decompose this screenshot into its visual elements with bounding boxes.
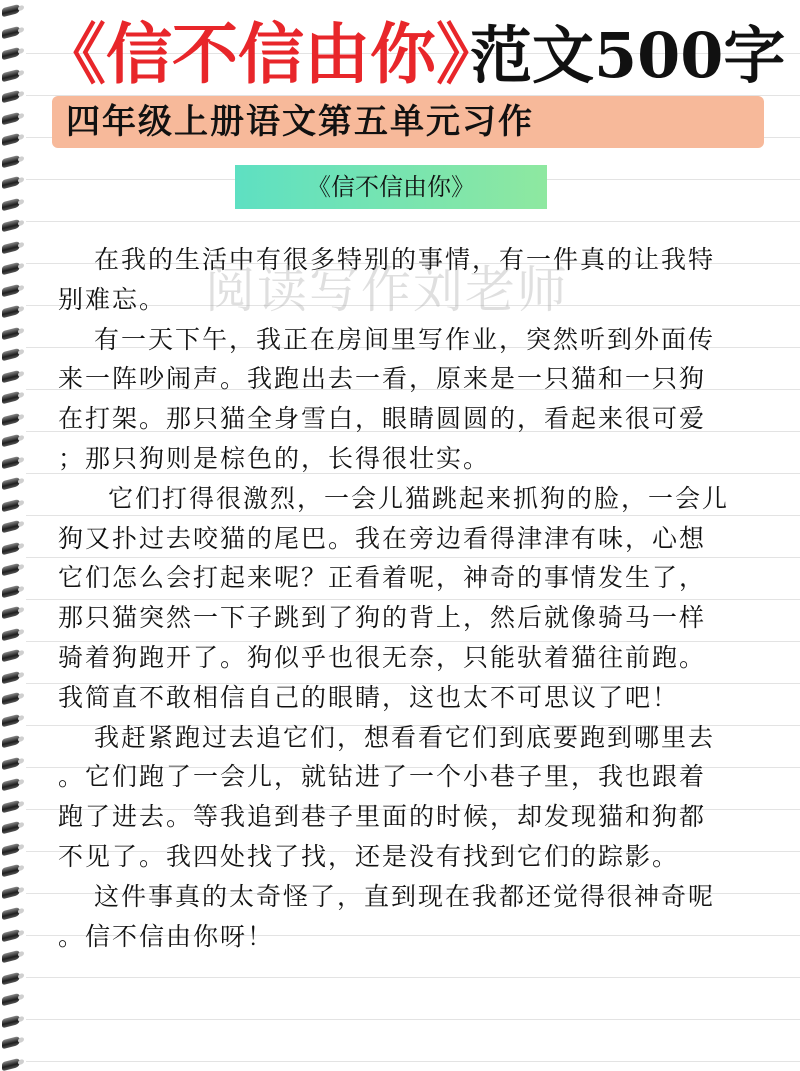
spiral-coil <box>2 993 20 1006</box>
main-title-suffix: 范文500字 <box>470 19 786 92</box>
spiral-coil <box>2 627 20 640</box>
spiral-coil <box>2 111 20 124</box>
spiral-coil <box>2 1014 20 1027</box>
spiral-coil <box>2 713 20 726</box>
spiral-coil <box>2 649 20 662</box>
essay-line: ；那只狗则是棕色的，长得很壮实。 <box>58 443 491 473</box>
essay-line: 别难忘。 <box>58 284 167 314</box>
essay-line: 它们打得很激烈，一会儿猫跳起来抓狗的脸，一会儿 <box>108 483 730 513</box>
essay-line: 狗又扑过去咬猫的尾巴。我在旁边看得津津有味，心想 <box>58 523 707 553</box>
spiral-coil <box>2 563 20 576</box>
essay-line: 这件事真的太奇怪了，直到现在我都还觉得很神奇呢 <box>94 881 716 911</box>
spiral-coil <box>2 584 20 597</box>
spiral-coil <box>2 735 20 748</box>
essay-title: 《信不信由你》 <box>307 173 475 201</box>
essay-line: 那只猫突然一下子跳到了狗的背上，然后就像骑马一样 <box>58 603 707 633</box>
spiral-coil <box>2 692 20 705</box>
spiral-coil <box>2 262 20 275</box>
spiral-coil <box>2 90 20 103</box>
spiral-coil <box>2 971 20 984</box>
spiral-coil <box>2 885 20 898</box>
essay-line: 我简直不敢相信自己的眼睛，这也太不可思议了吧！ <box>58 682 680 712</box>
spiral-coil <box>2 68 20 81</box>
essay-title-banner <box>235 165 547 209</box>
spiral-coil <box>2 498 20 511</box>
spiral-coil <box>2 864 20 877</box>
spiral-coil <box>2 477 20 490</box>
essay-line: 在打架。那只猫全身雪白，眼睛圆圆的，看起来很可爱 <box>58 404 707 434</box>
essay-line: 骑着狗跑开了。狗似乎也很无奈，只能驮着猫往前跑。 <box>58 642 707 672</box>
spiral-coil <box>2 670 20 683</box>
essay-line: 。信不信由你呀！ <box>58 921 275 951</box>
spiral-coil <box>2 412 20 425</box>
spiral-coil <box>2 133 20 146</box>
spiral-coil <box>2 950 20 963</box>
essay-line: 跑了进去。等我追到巷子里面的时候，却发现猫和狗都 <box>58 802 707 832</box>
spiral-coil <box>2 47 20 60</box>
spiral-coil <box>2 240 20 253</box>
essay-line: 不见了。我四处找了找，还是没有找到它们的踪影。 <box>58 841 680 871</box>
main-title: 《信不信由你》 <box>40 15 502 93</box>
spiral-coil <box>2 799 20 812</box>
spiral-coil <box>2 25 20 38</box>
spiral-coil <box>2 219 20 232</box>
watermark: 阅读写作刘老师 <box>205 261 569 319</box>
essay-line: 。它们跑了一会儿，就钻进了一个小巷子里，我也跟着 <box>58 762 707 792</box>
spiral-coil <box>2 369 20 382</box>
essay-line: 在我的生活中有很多特别的事情，有一件真的让我特 <box>94 245 716 274</box>
spiral-coil <box>2 305 20 318</box>
spiral-coil <box>2 326 20 339</box>
essay-body <box>58 240 778 956</box>
spiral-coil <box>2 821 20 834</box>
essay-line: 来一阵吵闹声。我跑出去一看，原来是一只猫和一只狗 <box>58 364 707 394</box>
spiral-coil <box>2 756 20 769</box>
spiral-coil <box>2 154 20 167</box>
spiral-coil <box>2 434 20 447</box>
subtitle-banner <box>52 96 764 148</box>
spiral-binding <box>0 0 26 1069</box>
spiral-coil <box>2 455 20 468</box>
spiral-coil <box>2 391 20 404</box>
spiral-coil <box>2 283 20 296</box>
spiral-coil <box>2 778 20 791</box>
essay-line: 有一天下午，我正在房间里写作业，突然听到外面传 <box>94 324 716 354</box>
spiral-coil <box>2 4 20 17</box>
spiral-coil <box>2 520 20 533</box>
spiral-coil <box>2 197 20 210</box>
spiral-coil <box>2 541 20 554</box>
spiral-coil <box>2 907 20 920</box>
subtitle-text: 四年级上册语文第五单元习作 <box>66 102 534 142</box>
essay-line: 它们怎么会打起来呢？正看着呢，神奇的事情发生了， <box>58 563 707 593</box>
spiral-coil <box>2 842 20 855</box>
spiral-coil <box>2 348 20 361</box>
spiral-coil <box>2 1036 20 1049</box>
spiral-coil <box>2 928 20 941</box>
spiral-coil <box>2 606 20 619</box>
essay-line: 我赶紧跑过去追它们，想看看它们到底要跑到哪里去 <box>94 722 716 752</box>
spiral-coil <box>2 176 20 189</box>
